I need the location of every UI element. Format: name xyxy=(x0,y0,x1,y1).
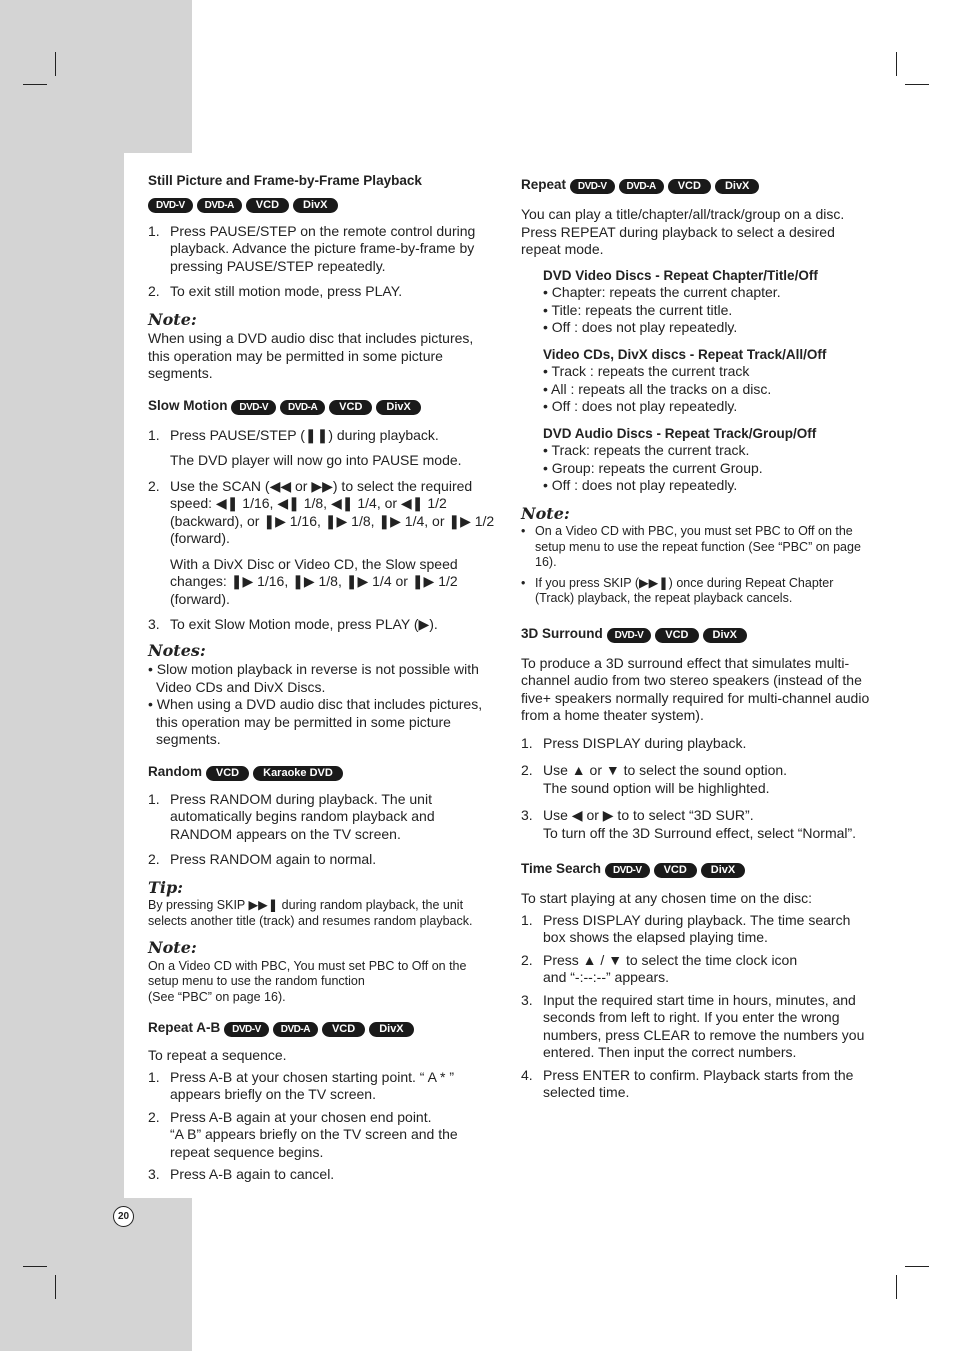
disc-badges xyxy=(148,195,498,213)
intro-text: You can play a title/chapter/all/track/group on a disc. Press REPEAT during playback to select a desired repeat mode. xyxy=(521,206,845,257)
list-item: • Group: repeats the current Group. xyxy=(543,459,763,476)
disc-badge: DVD-A xyxy=(197,198,242,213)
note-bullet: • On a Video CD with PBC, you must set PBC to Off on the setup menu to use the repeat function (See “PBC” on page 16). xyxy=(521,524,861,569)
step-list xyxy=(148,223,498,301)
note-bullet: • Slow motion playback in reverse is not possible with Video CDs and DivX Discs. xyxy=(148,661,479,695)
list-item: • Off : does not play repeatedly. xyxy=(543,319,738,335)
list-item: 1. Press PAUSE/STEP on the remote control during playback. Advance the picture frame-by-frame by pressing PAUSE/STEP repeatedly. xyxy=(148,222,476,274)
note-bullet: • When using a DVD audio disc that includes pictures, this operation may be permitted in some picture segments. xyxy=(148,696,483,747)
list-item: 2. Press ▲ / ▼ to select the time clock icon and “-:--:--” appears. xyxy=(521,951,798,985)
list-item: 2. Press A-B again at your chosen end point. “A B” appears briefly on the TV screen and the repeat sequence begins. xyxy=(148,1108,458,1160)
disc-badge: VCD xyxy=(322,1022,365,1037)
intro-text: To start playing at any chosen time on the disc: xyxy=(521,890,813,906)
disc-badge: VCD xyxy=(668,179,711,194)
disc-badge: DVD-V xyxy=(605,863,650,878)
list-item: • Title: repeats the current title. xyxy=(543,301,733,318)
list-item: 1. Press DISPLAY during playback. The time search box shows the elapsed playing time. xyxy=(521,911,851,945)
list-item: 1. Press DISPLAY during playback. xyxy=(521,734,747,751)
list-item: • Chapter: repeats the current chapter. xyxy=(543,284,781,300)
disc-badge: DivX xyxy=(369,1022,413,1037)
disc-badge: VCD xyxy=(655,628,698,643)
list-item: • Track: repeats the current track. xyxy=(543,442,750,458)
section-header-random xyxy=(148,763,498,781)
disc-badge: VCD xyxy=(206,766,249,781)
disc-badge: VCD xyxy=(329,400,372,415)
step-list xyxy=(148,427,498,634)
margin-band-left xyxy=(0,153,124,1198)
note-heading: Note: xyxy=(148,938,197,957)
left-column xyxy=(148,172,498,1189)
disc-badge: DVD-A xyxy=(280,400,325,415)
section-header-slow xyxy=(148,397,498,415)
note-text: On a Video CD with PBC, You must set PBC to Off on the setup menu to use the random function xyxy=(148,958,467,988)
disc-badge: DVD-V xyxy=(231,400,276,415)
disc-badge: DivX xyxy=(376,400,420,415)
section-header-ab xyxy=(148,1019,498,1037)
group-title: DVD Audio Discs - Repeat Track/Group/Off xyxy=(543,425,817,441)
list-item: 1. Press PAUSE/STEP (❚❚) during playback. The DVD player will now go into PAUSE mode. xyxy=(148,426,462,468)
list-item: 2. Use the SCAN (◀◀ or ▶▶) to select the required speed: ◀❚ 1/16, ◀❚ 1/8, ◀❚ 1/4, or ◀❚ 1/2 (backward), or ❚▶ 1/16, ❚▶ 1/8, ❚▶ 1/4, or ❚▶ 1/2 (forward). With a DivX Disc or Video CD, the Slow speed changes: ❚▶ 1/16, ❚▶ 1/8, ❚▶ 1/4 or ❚▶ 1/2 (forward). xyxy=(148,477,495,607)
disc-badge: DVD-A xyxy=(273,1022,318,1037)
note-text: When using a DVD audio disc that includes pictures, this operation may be permitted in some picture segments. xyxy=(148,330,474,381)
section-title-random: Random xyxy=(148,763,202,779)
list-item: 3. Use ◀ or ▶ to to select “3D SUR”. To turn off the 3D Surround effect, select “Normal”. xyxy=(521,807,857,841)
tip-heading: Tip: xyxy=(148,877,184,897)
disc-badge: Karaoke DVD xyxy=(253,766,343,781)
list-item: 4. Press ENTER to confirm. Playback starts from the selected time. xyxy=(521,1066,854,1100)
disc-badge: VCD xyxy=(654,863,697,878)
disc-badge: DivX xyxy=(293,198,337,213)
step-list xyxy=(521,912,873,1102)
list-item: • Off : does not play repeatedly. xyxy=(543,398,738,414)
disc-badge: DivX xyxy=(703,628,747,643)
group-title: Video CDs, DivX discs - Repeat Track/All/Off xyxy=(543,346,827,362)
intro-text: To repeat a sequence. xyxy=(148,1047,287,1063)
disc-badge: DivX xyxy=(701,863,745,878)
disc-badge: DVD-A xyxy=(619,179,664,194)
notes-heading: Notes: xyxy=(148,640,206,660)
list-item: • Off : does not play repeatedly. xyxy=(543,477,738,493)
section-header-repeat xyxy=(521,176,873,194)
repeat-group xyxy=(521,267,873,337)
list-item: • Track : repeats the current track xyxy=(543,363,750,379)
intro-text: To produce a 3D surround effect that simulates multi-channel audio from two stereo speakers (instead of the five+ speakers normally required for multi-channel audio from a home theater system). xyxy=(521,654,870,723)
section-title-time-search: Time Search xyxy=(521,861,602,876)
tip-text: By pressing SKIP ▶▶❚ during random playback, the unit selects another title (track) and resumes random playback. xyxy=(148,898,473,928)
repeat-group xyxy=(521,425,873,495)
disc-badge: DivX xyxy=(715,179,759,194)
section-header-surround xyxy=(521,625,873,643)
margin-band-bottom xyxy=(0,1198,192,1351)
list-item: 2. Press RANDOM again to normal. xyxy=(148,851,377,867)
list-item: 3. Input the required start time in hours, minutes, and seconds from left to right. If you enter the wrong numbers, press CLEAR to remove the numbers you entered. Then input the correct numbers. xyxy=(521,991,865,1060)
step-list xyxy=(148,791,498,869)
right-column xyxy=(521,176,873,1107)
disc-badge: DVD-V xyxy=(224,1022,269,1037)
list-item: 3. Press A-B again to cancel. xyxy=(148,1166,335,1182)
section-title-slow: Slow Motion xyxy=(148,397,228,413)
section-title-still: Still Picture and Frame-by-Frame Playback xyxy=(148,173,422,188)
disc-badge: VCD xyxy=(246,198,289,213)
note-heading: Note: xyxy=(521,503,570,523)
repeat-group xyxy=(521,346,873,416)
note-heading: Note: xyxy=(148,309,197,329)
step-list xyxy=(521,735,873,843)
section-title-repeat: Repeat xyxy=(521,177,567,192)
list-item: 1. Press A-B at your chosen starting point. “ A * ” appears briefly on the TV screen. xyxy=(148,1068,455,1102)
list-item: 2. Use ▲ or ▼ to select the sound option. The sound option will be highlighted. xyxy=(521,762,788,796)
margin-band-top xyxy=(0,0,192,153)
list-item: 3. To exit Slow Motion mode, press PLAY (▶). xyxy=(148,616,438,632)
list-item: 1. Press RANDOM during playback. The unit automatically begins random playback and RANDOM appears on the TV screen. xyxy=(148,790,435,842)
section-title-3d-surround: 3D Surround xyxy=(521,625,603,641)
disc-badge: DVD-V xyxy=(607,628,652,643)
step-list xyxy=(148,1069,498,1184)
disc-badge: DVD-V xyxy=(570,179,615,194)
page-number: 20 xyxy=(113,1206,134,1227)
note-bullet: • If you press SKIP (▶▶❚) once during Repeat Chapter (Track) playback, the repeat playback cancels. xyxy=(521,575,834,605)
group-title: DVD Video Discs - Repeat Chapter/Title/Off xyxy=(543,267,818,283)
list-item: 2. To exit still motion mode, press PLAY. xyxy=(148,283,403,299)
section-header-time xyxy=(521,860,873,878)
section-title-repeat-ab: Repeat A-B xyxy=(148,1020,221,1035)
note-text: (See “PBC” on page 16). xyxy=(148,989,286,1004)
disc-badge: DVD-V xyxy=(148,198,193,213)
list-item: • All : repeats all the tracks on a disc. xyxy=(543,380,772,397)
